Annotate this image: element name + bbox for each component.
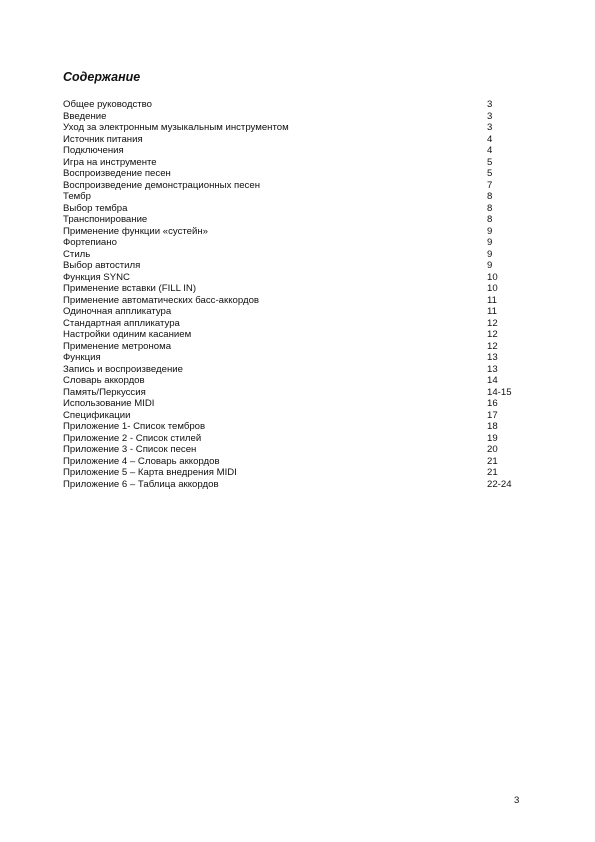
toc-entry: [63, 249, 523, 261]
toc-title: Содержание: [63, 70, 141, 84]
toc-entry-page: 11: [487, 306, 497, 317]
toc-entry-label: Источник питания: [63, 133, 143, 145]
toc-entry-page: 3: [487, 99, 493, 110]
toc-entry-page: 11: [487, 294, 497, 306]
toc-entry-label: Уход за электронным музыкальным инструментом: [63, 122, 289, 133]
toc-entry-page: 12: [487, 317, 498, 329]
toc-entry-label: Память/Перкуссия: [63, 386, 146, 398]
toc-entry-label: Приложение 3 - Список песен: [63, 444, 197, 455]
toc-entry-page: 16: [487, 398, 498, 409]
toc-entry: [63, 410, 523, 422]
toc-entry-page: 9: [487, 225, 493, 237]
toc-entry-label: Игра на инструменте: [63, 156, 157, 168]
toc-entry-label: Приложение 6 – Таблица аккордов: [63, 478, 219, 490]
toc-entry: [63, 157, 523, 169]
toc-entry-page: 21: [487, 455, 498, 467]
toc-entry: [63, 214, 523, 226]
toc-entry-page: 18: [487, 421, 498, 432]
toc-entry: [63, 375, 523, 387]
toc-entry: [63, 272, 523, 284]
toc-entry-page: 5: [487, 156, 493, 168]
toc-entry: [63, 283, 523, 295]
toc-entry: [63, 306, 523, 318]
toc-entry: [63, 467, 523, 479]
toc-entry: [63, 260, 523, 272]
toc-entry-label: Использование MIDI: [63, 398, 155, 409]
toc-entry: [63, 145, 523, 157]
toc-entry-page: 12: [487, 340, 498, 352]
toc-entry-page: 3: [487, 122, 493, 133]
toc-entry-label: Применение функции «сустейн»: [63, 225, 209, 237]
toc-entry-page: 9: [487, 237, 493, 248]
toc-entry-page: 4: [487, 133, 493, 145]
toc-entry-page: 20: [487, 444, 498, 455]
toc-list: [63, 99, 523, 490]
toc-entry: [63, 387, 523, 399]
toc-entry-label: Приложение 4 – Словарь аккордов: [63, 455, 220, 467]
toc-entry-page: 3: [487, 110, 493, 122]
toc-entry: [63, 237, 523, 249]
toc-entry-page: 10: [487, 283, 498, 294]
toc-entry-label: Приложение 5 – Карта внедрения MIDI: [63, 467, 237, 478]
toc-entry-label: Применение метронома: [63, 340, 172, 352]
toc-entry-label: Стиль: [63, 248, 91, 260]
toc-entry-label: Приложение 1- Список тембров: [63, 421, 206, 432]
toc-entry: [63, 295, 523, 307]
toc-entry: [63, 318, 523, 330]
toc-entry-label: Транспонирование: [63, 214, 148, 225]
toc-entry: [63, 168, 523, 180]
toc-entry-page: 13: [487, 352, 498, 363]
toc-entry-label: Применение вставки (FILL IN): [63, 283, 197, 294]
toc-entry: [63, 433, 523, 445]
toc-entry-label: Запись и воспроизведение: [63, 363, 183, 375]
toc-entry-label: Воспроизведение демонстрационных песен: [63, 179, 260, 191]
toc-entry: [63, 203, 523, 215]
toc-entry-label: Воспроизведение песен: [63, 168, 171, 179]
toc-entry-page: 12: [487, 329, 498, 340]
toc-entry-page: 17: [487, 409, 498, 421]
toc-entry-label: Функция SYNC: [63, 271, 130, 283]
toc-entry-page: 19: [487, 432, 498, 444]
toc-entry: [63, 111, 523, 123]
toc-entry-page: 13: [487, 363, 498, 375]
toc-entry-page: 4: [487, 145, 493, 156]
toc-entry-page: 8: [487, 191, 493, 202]
toc-entry: [63, 364, 523, 376]
toc-entry-label: Спецификации: [63, 409, 131, 421]
toc-entry-page: 14-15: [487, 386, 512, 398]
toc-entry-label: Одиночная аппликатура: [63, 306, 172, 317]
toc-entry: [63, 444, 523, 456]
page-number: 3: [514, 795, 520, 806]
toc-entry: [63, 134, 523, 146]
toc-entry: [63, 226, 523, 238]
toc-entry: [63, 99, 523, 111]
toc-entry: [63, 180, 523, 192]
toc-entry-label: Тембр: [63, 191, 91, 202]
toc-entry-page: 22-24: [487, 478, 512, 490]
toc-entry-page: 9: [487, 260, 493, 271]
toc-entry-page: 8: [487, 214, 493, 225]
toc-entry-label: Словарь аккордов: [63, 375, 145, 386]
toc-entry-label: Настройки одиним касанием: [63, 329, 192, 340]
toc-entry-page: 7: [487, 179, 493, 191]
toc-entry: [63, 341, 523, 353]
toc-entry-label: Фортепиано: [63, 237, 117, 248]
toc-entry-label: Выбор автостиля: [63, 260, 141, 271]
toc-entry-page: 8: [487, 202, 493, 214]
toc-entry: [63, 398, 523, 410]
toc-entry: [63, 456, 523, 468]
toc-entry-label: Введение: [63, 110, 107, 122]
toc-entry-label: Общее руководство: [63, 99, 152, 110]
toc-entry-page: 5: [487, 168, 493, 179]
toc-entry-label: Применение автоматических басс-аккордов: [63, 294, 259, 306]
toc-entry-label: Выбор тембра: [63, 202, 128, 214]
toc-entry: [63, 421, 523, 433]
toc-entry-page: 14: [487, 375, 498, 386]
toc-entry: [63, 352, 523, 364]
toc-entry-label: Стандартная аппликатура: [63, 317, 180, 329]
toc-entry-page: 21: [487, 467, 498, 478]
toc-entry-page: 10: [487, 271, 498, 283]
toc-entry-label: Функция: [63, 352, 101, 363]
toc-entry: [63, 122, 523, 134]
toc-entry: [63, 329, 523, 341]
toc-entry: [63, 191, 523, 203]
toc-entry-page: 9: [487, 248, 493, 260]
toc-entry-label: Подключения: [63, 145, 124, 156]
toc-entry: [63, 479, 523, 491]
toc-entry-label: Приложение 2 - Список стилей: [63, 432, 202, 444]
